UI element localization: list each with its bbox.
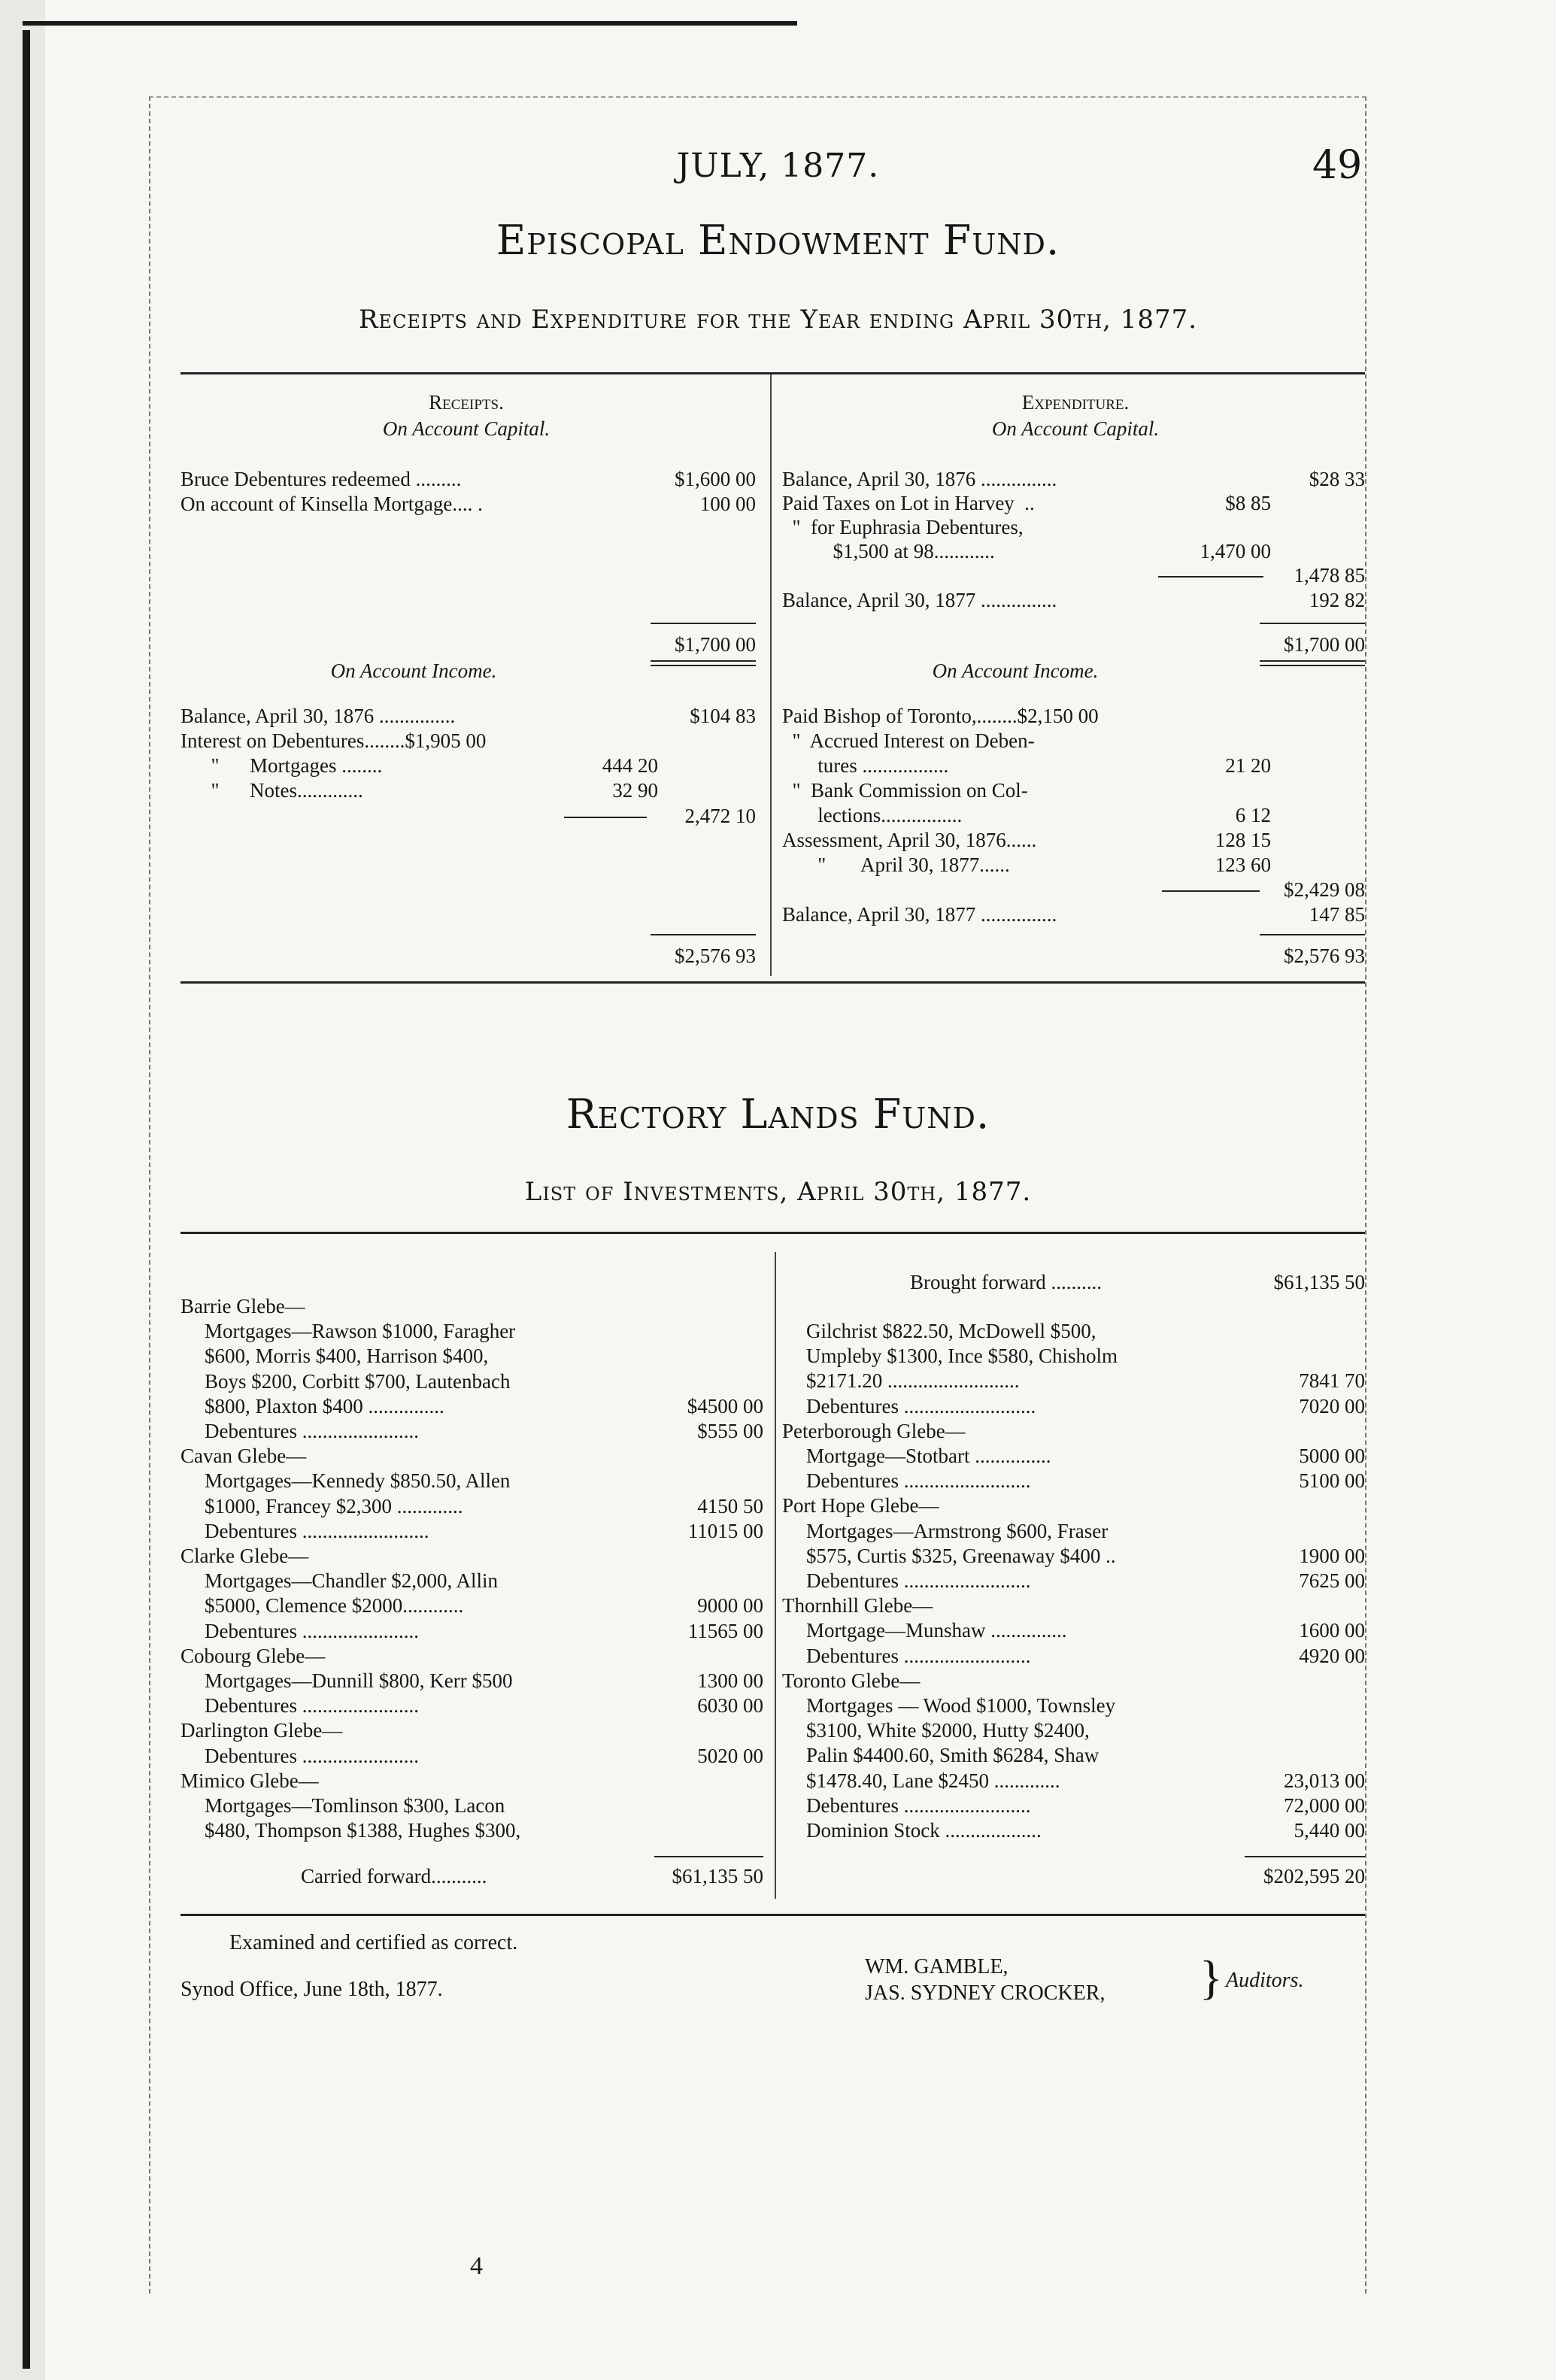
page-number: 49 <box>1312 143 1363 188</box>
rectory-left-row-label: $5000, Clemence $2000............ <box>205 1594 464 1617</box>
rectory-right-row-amount: 7841 70 <box>1299 1369 1365 1393</box>
receipts-capital-row-amount: $1,600 00 <box>675 468 756 490</box>
rectory-right-row-amount: 72,000 00 <box>1284 1793 1365 1817</box>
expenditure-capital-subtotal: 1,478 85 <box>1294 564 1365 587</box>
carried-forward-rule <box>654 1856 763 1857</box>
rectory-grand-rule <box>1245 1856 1365 1857</box>
rectory-left-row-label: Darlington Glebe— <box>180 1719 343 1742</box>
rectory-left-row-label: Cobourg Glebe— <box>180 1644 326 1667</box>
rectory-left-row-label: Clarke Glebe— <box>180 1545 309 1567</box>
expenditure-income-row-label: Assessment, April 30, 1876...... <box>782 829 1037 851</box>
rectory-right-row-amount: 4920 00 <box>1299 1644 1365 1667</box>
rectory-left-row-label: Debentures ....................... <box>205 1694 419 1718</box>
expenditure-capital-heading: On Account Capital. <box>991 417 1160 440</box>
auditors-label: Auditors. <box>1226 1969 1304 1992</box>
rectory-left-row-label: Cavan Glebe— <box>180 1445 307 1468</box>
rectory-grand-total: $202,595 20 <box>1263 1865 1365 1887</box>
expenditure-income-row-label: " April 30, 1877...... <box>782 853 1010 876</box>
receipts-income-row-label: Interest on Debentures........$1,905 00 <box>180 729 487 752</box>
expenditure-capital-total: $1,700 00 <box>1284 633 1365 656</box>
receipts-income-subtotal: 2,472 10 <box>684 805 756 827</box>
rectory-left-row-amount: 11015 00 <box>687 1519 763 1542</box>
rectory-right-row-amount: 7625 00 <box>1299 1569 1365 1592</box>
receipts-income-row-sub-amount: 32 90 <box>612 779 658 802</box>
rectory-right-row-label: $1478.40, Lane $2450 ............. <box>806 1769 1060 1792</box>
auditor-1: WM. GAMBLE, <box>865 1955 1009 1978</box>
auditor-2: JAS. SYDNEY CROCKER, <box>865 1981 1106 2005</box>
expenditure-income-row-sub-amount: 21 20 <box>1225 754 1271 777</box>
rectory-right-row-label: Mortgage—Munshaw ............... <box>806 1619 1067 1642</box>
rectory-left-row-label: $480, Thompson $1388, Hughes $300, <box>205 1819 521 1842</box>
rule-top <box>180 372 1365 374</box>
rectory-right-row-amount: 1600 00 <box>1299 1619 1365 1642</box>
expenditure-capital-double-rule <box>1260 660 1365 662</box>
rectory-right-row-label: $575, Curtis $325, Greenaway $400 .. <box>806 1544 1116 1567</box>
expenditure-income-subtotal: $2,429 08 <box>1284 878 1365 901</box>
carried-forward-label: Carried forward........... <box>301 1865 487 1887</box>
rule-rectory-bottom <box>180 1914 1365 1916</box>
rectory-left-row-amount: 5020 00 <box>697 1744 763 1767</box>
rectory-left-row-label: Debentures ....................... <box>205 1744 419 1767</box>
top-edge-line <box>23 21 797 26</box>
expenditure-income-row-label: " Accrued Interest on Deben- <box>782 729 1035 752</box>
expenditure-capital-balance-label: Balance, April 30, 1877 ............... <box>782 589 1057 611</box>
rectory-right-row-label: $2171.20 .......................... <box>806 1369 1020 1393</box>
expenditure-capital-row-amount: $28 33 <box>1309 468 1365 490</box>
receipts-capital-double-rule-2 <box>651 665 756 666</box>
rectory-left-row-label: Mortgages—Kennedy $850.50, Allen <box>205 1469 511 1493</box>
rectory-subtitle: List of Investments, April 30th, 1877. <box>524 1177 1032 1207</box>
receipts-capital-row-label: On account of Kinsella Mortgage.... . <box>180 493 483 515</box>
expenditure-capital-row-label: " for Euphrasia Debentures, <box>782 516 1024 538</box>
expenditure-income-row-label: Paid Bishop of Toronto,........$2,150 00 <box>782 705 1099 727</box>
rectory-left-row-label: Mortgages—Tomlinson $300, Lacon <box>205 1794 505 1817</box>
rule-rectory-top <box>180 1232 1365 1234</box>
receipts-income-row-sub-amount: 444 20 <box>602 754 658 777</box>
rectory-left-row-label: Debentures ....................... <box>205 1619 419 1642</box>
expenditure-capital-row-sub-amount: $8 85 <box>1225 492 1271 514</box>
rectory-right-row-label: Port Hope Glebe— <box>782 1494 939 1517</box>
rectory-right-row-label: Debentures ......................... <box>806 1469 1031 1493</box>
column-divider <box>770 374 772 976</box>
rectory-left-row-label: Debentures ......................... <box>205 1519 429 1542</box>
rectory-right-row-label: Umpleby $1300, Ince $580, Chisholm <box>806 1345 1118 1368</box>
rectory-right-row-amount: 5000 00 <box>1299 1445 1365 1467</box>
rectory-left-row-label: Mortgages—Chandler $2,000, Allin <box>205 1569 498 1593</box>
expenditure-income-balance-label: Balance, April 30, 1877 ............... <box>782 903 1057 926</box>
rectory-left-row-amount: 1300 00 <box>697 1669 763 1692</box>
rectory-right-row-label: Dominion Stock ................... <box>806 1819 1042 1842</box>
receipts-capital-total: $1,700 00 <box>675 633 756 656</box>
expenditure-income-balance-amount: 147 85 <box>1309 903 1365 926</box>
rectory-left-row-amount: 4150 50 <box>697 1494 763 1517</box>
rectory-right-row-label: Palin $4400.60, Smith $6284, Shaw <box>806 1744 1100 1767</box>
rectory-right-row-label: Debentures ......................... <box>806 1569 1031 1592</box>
receipts-capital-row-amount: 100 00 <box>699 493 756 515</box>
rectory-left-row-label: Mortgages—Rawson $1000, Faragher <box>205 1320 516 1343</box>
rectory-right-row-label: Toronto Glebe— <box>782 1669 921 1692</box>
carried-forward-amount: $61,135 50 <box>672 1865 763 1887</box>
rectory-right-row-amount: 23,013 00 <box>1284 1769 1365 1792</box>
receipts-income-row-amount: $104 83 <box>690 705 756 727</box>
rule-episcopal-bottom <box>180 981 1365 984</box>
rectory-left-row-label: Barrie Glebe— <box>180 1295 305 1317</box>
episcopal-subtitle: Receipts and Expenditure for the Year ending April 30th, 1877. <box>358 305 1198 335</box>
expenditure-heading: Expenditure. <box>1021 391 1130 414</box>
expenditure-capital-rule <box>1260 623 1365 624</box>
rectory-right-row-amount: 5100 00 <box>1299 1469 1365 1493</box>
expenditure-grand-total: $2,576 93 <box>1284 944 1365 967</box>
receipts-grand-total: $2,576 93 <box>675 944 756 967</box>
rectory-left-row-label: $1000, Francey $2,300 ............. <box>205 1494 463 1517</box>
expenditure-capital-row-sub-amount: 1,470 00 <box>1200 540 1271 562</box>
expenditure-capital-row-label: Balance, April 30, 1876 ............... <box>782 468 1057 490</box>
rectory-title: Rectory Lands Fund. <box>566 1090 990 1138</box>
expenditure-income-row-label: tures ................. <box>782 754 949 777</box>
rectory-right-row-label: Mortgage—Stotbart ............... <box>806 1445 1051 1467</box>
receipts-capital-rule <box>651 623 756 624</box>
receipts-income-row-label: Balance, April 30, 1876 ............... <box>180 705 456 727</box>
rectory-left-row-amount: 9000 00 <box>697 1594 763 1617</box>
receipts-income-row-label: " Notes............. <box>180 779 363 802</box>
expenditure-income-row-sub-amount: 123 60 <box>1215 853 1271 876</box>
examined-text: Examined and certified as correct. <box>229 1931 518 1954</box>
signature-mark: 4 <box>470 2252 483 2280</box>
expenditure-capital-balance-amount: 192 82 <box>1309 589 1365 611</box>
auditors-brace: } <box>1200 1951 1223 2004</box>
rectory-right-row-label: Debentures .......................... <box>806 1394 1036 1417</box>
expenditure-income-row-label: lections................ <box>782 804 963 826</box>
expenditure-grand-rule <box>1260 934 1365 935</box>
brought-forward-amount: $61,135 50 <box>1273 1271 1365 1293</box>
receipts-capital-heading: On Account Capital. <box>382 417 551 440</box>
expenditure-income-row-sub-amount: 6 12 <box>1235 804 1271 826</box>
rectory-left-row-label: $800, Plaxton $400 ............... <box>205 1394 444 1417</box>
expenditure-income-row-label: " Bank Commission on Col- <box>782 779 1028 802</box>
episcopal-title: Episcopal Endowment Fund. <box>496 217 1060 264</box>
expenditure-income-row-sub-amount: 128 15 <box>1215 829 1271 851</box>
rectory-left-row-label: Debentures ....................... <box>205 1420 419 1442</box>
expenditure-capital-row-label: $1,500 at 98............ <box>782 540 995 562</box>
rectory-right-row-amount: 7020 00 <box>1299 1394 1365 1417</box>
brought-forward-label: Brought forward .......... <box>910 1271 1102 1293</box>
receipts-income-heading: On Account Income. <box>330 659 497 682</box>
rectory-left-row-label: Boys $200, Corbitt $700, Lautenbach <box>205 1369 511 1393</box>
rectory-right-row-label: Debentures ......................... <box>806 1793 1031 1817</box>
rectory-right-row-label: Debentures ......................... <box>806 1644 1031 1667</box>
running-head-date: JULY, 1877. <box>676 147 880 185</box>
expenditure-income-heading: On Account Income. <box>932 659 1099 682</box>
receipts-heading: Receipts. <box>429 391 504 414</box>
rectory-right-row-label: Mortgages — Wood $1000, Townsley <box>806 1694 1116 1717</box>
receipts-capital-row-label: Bruce Debentures redeemed ......... <box>180 468 462 490</box>
receipts-income-row-label: " Mortgages ........ <box>180 754 383 777</box>
rectory-right-row-label: $3100, White $2000, Hutty $2400, <box>806 1719 1090 1742</box>
receipts-capital-double-rule <box>651 660 756 662</box>
rectory-left-row-amount: 11565 00 <box>687 1619 763 1642</box>
rectory-column-divider <box>775 1252 776 1899</box>
rectory-left-row-label: Mimico Glebe— <box>180 1769 319 1792</box>
rectory-right-row-label: Thornhill Glebe— <box>782 1594 933 1617</box>
rectory-left-row-amount: $4500 00 <box>687 1394 763 1417</box>
expenditure-capital-row-label: Paid Taxes on Lot in Harvey .. <box>782 492 1035 514</box>
rectory-left-row-amount: $555 00 <box>697 1420 763 1442</box>
rectory-left-row-label: $600, Morris $400, Harrison $400, <box>205 1345 489 1368</box>
rectory-right-row-label: Gilchrist $822.50, McDowell $500, <box>806 1320 1096 1342</box>
rectory-left-row-amount: 6030 00 <box>697 1694 763 1718</box>
receipts-grand-rule <box>651 934 756 935</box>
expenditure-capital-double-rule-2 <box>1260 665 1365 666</box>
rectory-right-row-amount: 5,440 00 <box>1294 1819 1365 1842</box>
rectory-right-row-amount: 1900 00 <box>1299 1544 1365 1567</box>
rectory-left-row-label: Mortgages—Dunnill $800, Kerr $500 <box>205 1669 513 1692</box>
rectory-right-row-label: Peterborough Glebe— <box>782 1419 966 1442</box>
synod-office-text: Synod Office, June 18th, 1877. <box>180 1978 443 2001</box>
rectory-right-row-label: Mortgages—Armstrong $600, Fraser <box>806 1519 1109 1542</box>
